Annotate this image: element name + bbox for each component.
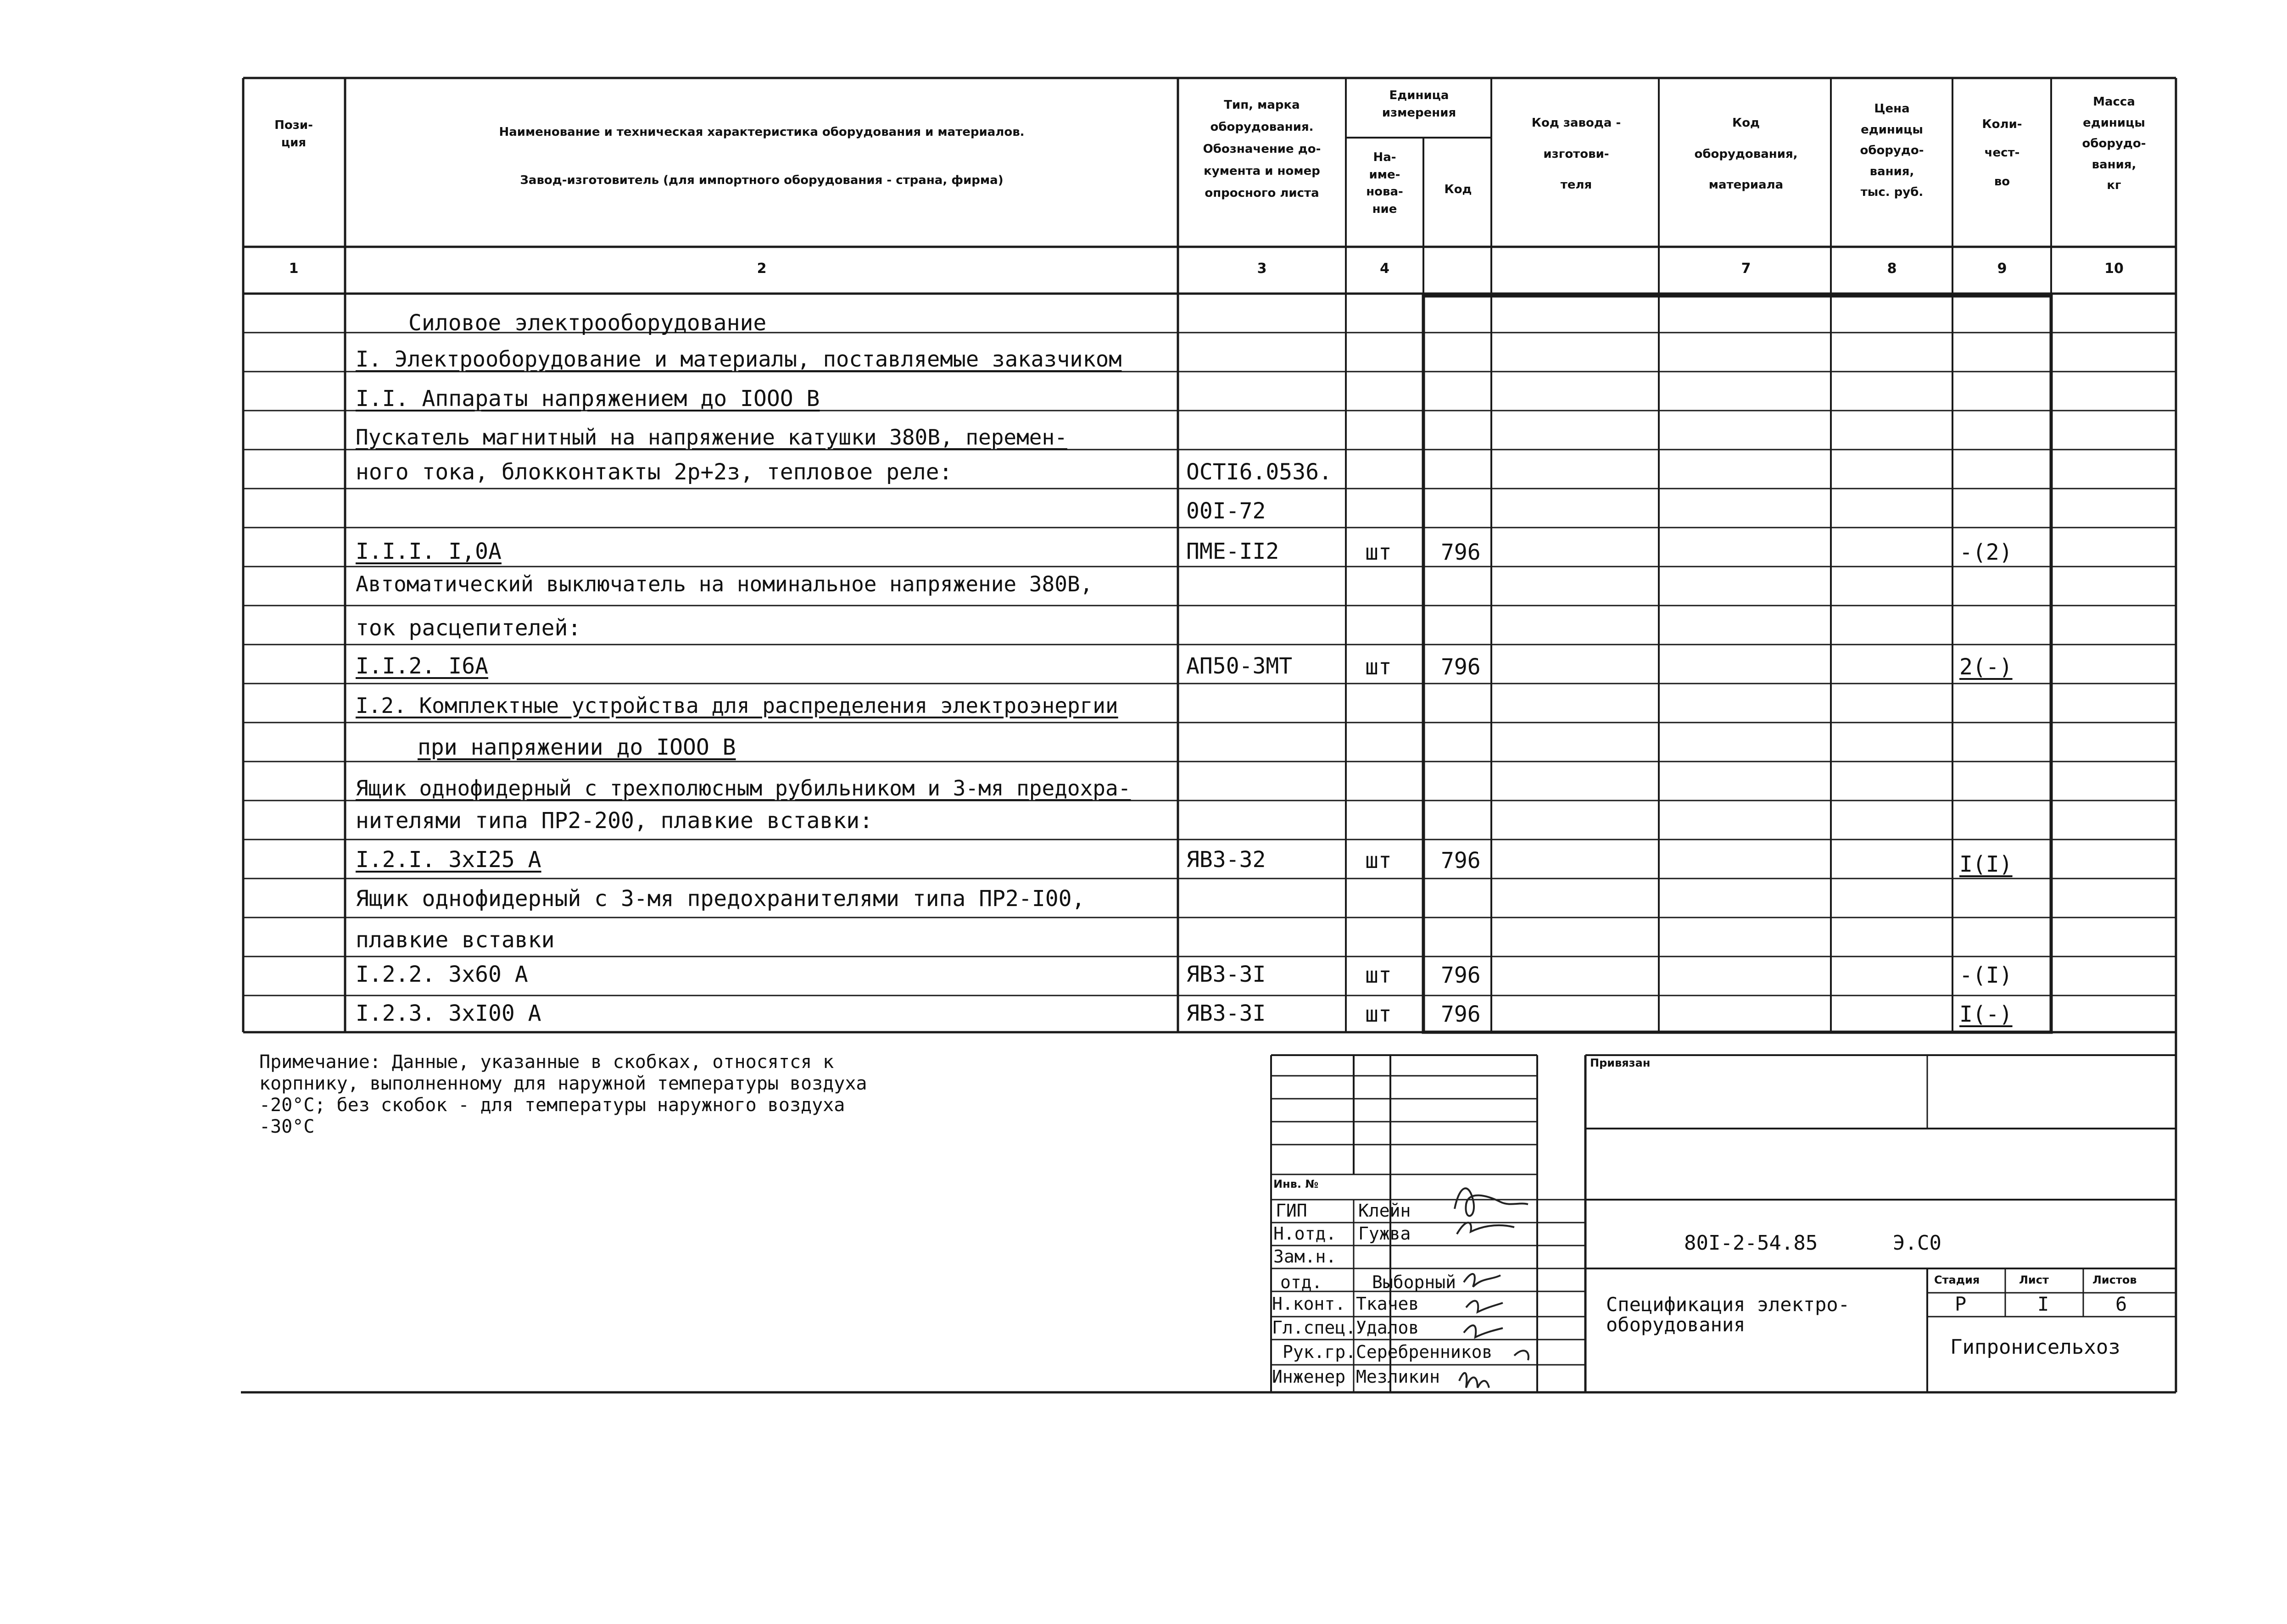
stamp-inv-label: Инв. № (1273, 1178, 1319, 1190)
header-equipment-code: Код оборудования, материала (1694, 116, 1798, 192)
row-code: 796 (1441, 654, 1481, 680)
signatures (1445, 1177, 1537, 1392)
row-quantity: I(I) (1959, 851, 2013, 877)
row-name: Ящик однофидерный с трехполюсным рубильником и 3-мя предохра- (356, 776, 1131, 801)
stamp-name: Удалов (1356, 1318, 1419, 1338)
row-quantity: -(I) (1959, 962, 2013, 988)
row-name: нителями типа ПР2-200, плавкие вставки: (356, 808, 873, 834)
row-type: ЯВЗ-3I (1186, 1001, 1266, 1026)
header-unit-code: Код (1444, 183, 1472, 196)
sheet-label: Лист (2019, 1274, 2049, 1286)
stamp-name: Выборный (1372, 1272, 1456, 1292)
sheets-label: Листов (2092, 1274, 2137, 1286)
column-number: 10 (2104, 261, 2124, 277)
row-name: при напряжении до IOOO В (418, 734, 736, 760)
stage-label: Стадия (1934, 1274, 1980, 1286)
column-number: 4 (1380, 261, 1389, 277)
row-name: I.2. Комплектные устройства для распределения электроэнергии (356, 693, 1118, 718)
document-title: Спецификация электро- оборудования (1606, 1293, 1850, 1336)
document-code: 80I-2-54.85 (1684, 1231, 1818, 1255)
row-name: Автоматический выключатель на номинальное напряжение 380В, (356, 572, 1093, 596)
stamp-role: отд. (1280, 1272, 1322, 1292)
stamp-role: Инженер (1272, 1367, 1346, 1387)
note-line: -20°С; без скобок - для температуры наружного воздуха (259, 1095, 845, 1116)
row-code: 796 (1441, 962, 1481, 988)
stamp-role: ГИП (1276, 1201, 1307, 1221)
header-factory-code: Код завода - изготови- теля (1531, 116, 1621, 192)
sheet-value: I (2037, 1293, 2049, 1315)
header-position: Пози- ция (274, 118, 313, 150)
column-number: 2 (757, 261, 767, 277)
row-quantity: I(-) (1959, 1001, 2013, 1027)
header-name-line1: Наименование и техническая характеристика оборудования и материалов. (499, 125, 1025, 139)
row-code: 796 (1441, 539, 1481, 565)
row-unit: шт (1365, 962, 1392, 988)
document-mark: Э.С0 (1893, 1231, 1941, 1255)
row-name: Пускатель магнитный на напряжение катушки 380В, перемен- (356, 425, 1067, 450)
row-type: ЯВЗ-32 (1186, 847, 1266, 873)
header-name-line2: Завод-изготовитель (для импортного оборудования - страна, фирма) (520, 173, 1004, 187)
row-type: ПМЕ-II2 (1186, 539, 1279, 564)
organization: Гипронисельхоз (1950, 1335, 2120, 1359)
row-unit: шт (1365, 654, 1392, 680)
row-code: 796 (1441, 848, 1481, 873)
column-number: 7 (1741, 261, 1751, 277)
row-type: ОСТI6.0536. (1186, 459, 1332, 485)
row-type: ЯВЗ-3I (1186, 962, 1266, 987)
row-quantity: 2(-) (1959, 654, 2013, 680)
stamp-role: Зам.н. (1273, 1246, 1337, 1267)
stamp-privyazan: Привязан (1590, 1057, 1651, 1069)
row-name: I.I.I. I,0А (356, 539, 502, 564)
column-number: 3 (1257, 261, 1267, 277)
stamp-role: Н.отд. (1273, 1224, 1337, 1244)
stage-value: Р (1955, 1293, 1967, 1315)
stamp-name: Клейн (1358, 1201, 1411, 1221)
column-number: 8 (1887, 261, 1897, 277)
note-line: Примечание: Данные, указанные в скобках, относятся к (259, 1051, 834, 1073)
row-name: I.2.2. 3х60 А (356, 962, 528, 987)
stamp-name: Ткачев (1356, 1294, 1419, 1314)
stamp-role: Н.конт. (1272, 1294, 1346, 1314)
row-unit: шт (1365, 539, 1392, 565)
row-name: Ящик однофидерный с 3-мя предохранителями типа ПР2-I00, (356, 886, 1085, 912)
stamp-name: Мезликин (1356, 1367, 1440, 1387)
row-unit: шт (1365, 848, 1392, 873)
column-number: 1 (289, 261, 299, 277)
header-unit-group: Единица измерения (1382, 89, 1456, 120)
column-number: 9 (1997, 261, 2007, 277)
header-price: Цена единицы оборудо- вания, тыс. руб. (1860, 102, 1924, 199)
row-name: ток расцепителей: (356, 615, 581, 641)
row-name: плавкие вставки (356, 927, 555, 953)
note-line: -30°С (259, 1116, 315, 1137)
row-name: I.I. Аппараты напряжением до IOOO В (356, 386, 820, 412)
header-type: Тип, марка оборудования. Обозначение до- кумента и номер опросного листа (1203, 98, 1321, 200)
stamp-role: Гл.спец. (1272, 1318, 1356, 1338)
row-name: I. Электрооборудование и материалы, поставляемые заказчиком (356, 347, 1122, 372)
row-unit: шт (1365, 1001, 1392, 1027)
row-name: I.I.2. I6А (356, 653, 488, 679)
row-quantity: -(2) (1959, 539, 2013, 565)
header-unit-name: На- име- нова- ние (1366, 150, 1403, 217)
stamp-role: Рук.гр. (1283, 1342, 1356, 1362)
row-name: I.2.I. 3хI25 А (356, 847, 541, 873)
stamp-name: Гужва (1358, 1224, 1411, 1244)
row-name: Силовое электрооборудование (408, 310, 767, 336)
header-mass: Масса единицы оборудо- вания, кг (2082, 95, 2146, 192)
row-code: 796 (1441, 1001, 1481, 1027)
row-name: I.2.3. 3хI00 А (356, 1001, 541, 1026)
sheets-value: 6 (2115, 1293, 2127, 1315)
row-type: 00I-72 (1186, 498, 1266, 524)
row-type: АП50-3МТ (1186, 653, 1293, 679)
stamp-name: Серебренников (1356, 1342, 1493, 1362)
header-quantity: Коли- чест- во (1982, 117, 2022, 189)
note-line: корпнику, выполненному для наружной температуры воздуха (259, 1073, 867, 1094)
row-name: ного тока, блокконтакты 2р+2з, тепловое реле: (356, 459, 953, 485)
